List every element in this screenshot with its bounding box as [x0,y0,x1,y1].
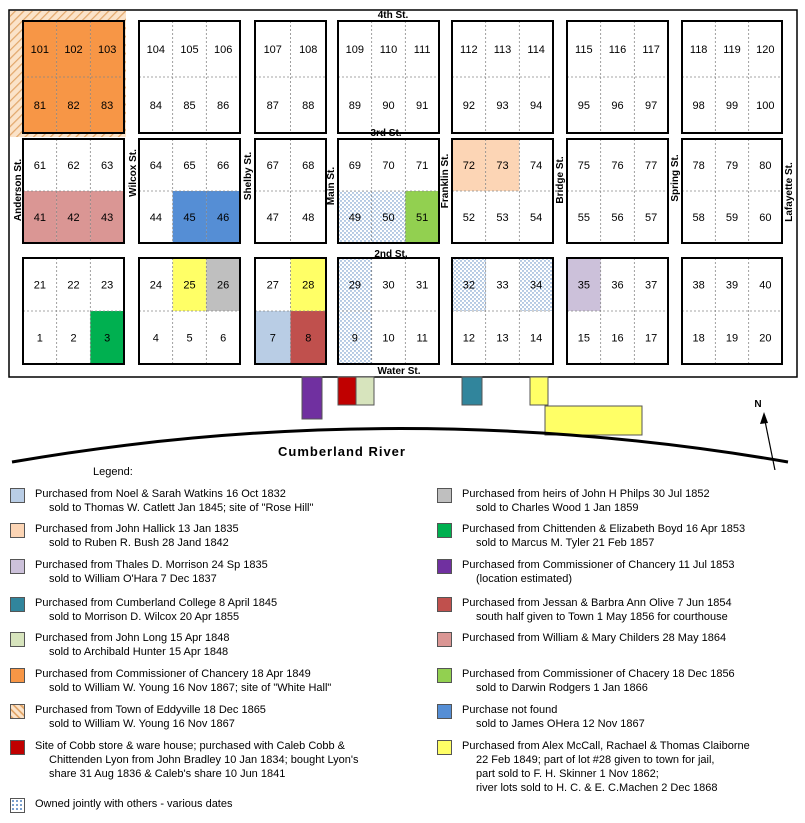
street-water: Water St. [377,366,421,377]
lot-107-label: 107 [263,44,282,56]
legend-swatch [437,559,452,574]
legend-title: Legend: [93,466,133,478]
lot-38-label: 38 [692,279,705,292]
lot-6-label: 6 [220,332,227,345]
lot-25-label: 25 [183,279,196,292]
legend-line1: Purchased from heirs of John H Philps 30 Jul 1852 [462,488,710,500]
legend-line2: sold to Ruben R. Bush 28 Jand 1842 [49,537,229,549]
lot-105-label: 105 [180,44,199,56]
lot-115-label: 115 [575,44,593,56]
lot-120-label: 120 [756,44,775,56]
lot-64-label: 64 [149,160,162,172]
legend-line2: sold to Archibald Hunter 15 Apr 1848 [49,646,229,658]
legend-line2: sold to Charles Wood 1 Jan 1859 [476,502,639,514]
lot-54-label: 54 [530,212,543,224]
lot-95-label: 95 [577,100,590,112]
lot-61-label: 61 [33,160,46,172]
lot-43-label: 43 [101,212,114,224]
lot-51-label: 51 [416,212,429,224]
lot-52-label: 52 [462,212,475,224]
lot-31-label: 31 [416,279,429,292]
lot-48-label: 48 [302,212,315,224]
legend-swatch [437,668,452,683]
lot-29-label: 29 [348,279,361,292]
lot-87-label: 87 [266,100,279,112]
legend-swatch [437,597,452,612]
legend-line1: Site of Cobb store & ware house; purchased with Caleb Cobb & [35,740,346,752]
lot-17-label: 17 [645,332,658,345]
lot-56-label: 56 [611,212,624,224]
lot-37-label: 37 [645,279,658,292]
lot-66-label: 66 [217,160,230,172]
legend-line2: sold to Marcus M. Tyler 21 Feb 1857 [476,537,655,549]
lot-28-label: 28 [302,279,315,292]
legend-line2: 22 Feb 1849; part of lot #28 given to town for jail, part sold to F. H. Skinner 1 Nov 1862; river lots sold to H. C. & E. C.Machen 2 Dec 1868 [476,754,718,794]
legend-swatch [437,523,452,538]
lot-23-label: 23 [101,279,114,292]
lot-18-label: 18 [692,332,705,345]
lot-98-label: 98 [692,100,705,112]
lot-4-label: 4 [152,332,159,345]
legend-line1: Purchased from Jessan & Barbra Ann Olive 7 Jun 1854 [462,597,732,609]
lot-86-label: 86 [217,100,230,112]
street-bridge: Bridge St. [555,156,566,204]
legend-swatch [10,523,25,538]
lot-77-label: 77 [645,160,658,172]
legend-swatch [437,704,452,719]
legend-line1: Purchased from Chittenden & Elizabeth Boyd 16 Apr 1853 [462,523,746,535]
street-lafayette: Lafayette St. [784,162,795,222]
lot-65-label: 65 [183,160,196,172]
lot-11-label: 11 [416,332,428,345]
lot-67-label: 67 [266,160,279,172]
lot-13-label: 13 [496,332,509,345]
lot-12-label: 12 [462,332,475,345]
lot-69-label: 69 [348,160,361,172]
lot-39-label: 39 [725,279,739,292]
legend-line1: Owned jointly with others - various dates [35,798,233,810]
lot-7-label: 7 [269,332,276,345]
street-anderson: Anderson St. [13,158,24,222]
legend-line1: Purchased from Cumberland College 8 April 1845 [35,597,278,609]
legend-line1: Purchased from John Hallick 13 Jan 1835 [35,523,239,535]
lot-70-label: 70 [382,160,395,172]
lot-83-label: 83 [101,100,114,112]
legend-line2: Chittenden Lyon from John Bradley 10 Jan 1834; bought Lyon's share 31 Aug 1836 & Caleb's share 10 Jun 1841 [49,754,359,780]
lot-58-label: 58 [692,212,705,224]
street-3rd: 3rd St. [370,128,402,139]
legend-swatch [10,632,25,647]
lot-47-label: 47 [266,212,279,224]
lot-9-label: 9 [351,332,358,345]
lot-57-label: 57 [645,212,658,224]
lot-35-label: 35 [577,279,590,292]
lot-44-label: 44 [149,212,162,224]
street-2nd: 2nd St. [374,249,408,260]
legend-line1: Purchased from Town of Eddyville 18 Dec 1865 [35,704,266,716]
lot-60-label: 60 [759,212,772,224]
lot-109-label: 109 [345,44,365,56]
lot-21-label: 21 [33,279,46,292]
lot-106-label: 106 [213,44,233,56]
lot-108-label: 108 [299,44,318,56]
lot-20-label: 20 [759,332,772,345]
lot-111-label: 111 [413,44,431,56]
street-shelby: Shelby St. [243,151,254,201]
legend-line1: Purchased from Commissioner of Chancery 18 Apr 1849 [35,668,311,680]
legend-line1: Purchased from William & Mary Childers 28 May 1864 [462,632,727,644]
lot-22-label: 22 [67,279,80,292]
lot-99-label: 99 [725,100,739,112]
lot-116-label: 116 [608,44,627,56]
legend-line1: Purchased from Commissioner of Chancery 11 Jul 1853 [462,559,735,571]
legend-line2: sold to William O'Hara 7 Dec 1837 [49,573,217,585]
lot-96-label: 96 [611,100,624,112]
legend-swatch [10,740,25,755]
lot-8-label: 8 [305,332,312,345]
lot-119-label: 119 [723,44,741,56]
lot-85-label: 85 [183,100,196,112]
lot-19-label: 19 [725,332,739,345]
lot-84-label: 84 [149,100,162,112]
lot-93-label: 93 [496,100,509,112]
lot-94-label: 94 [530,100,543,112]
lot-113-label: 113 [493,44,512,56]
lot-75-label: 75 [577,160,590,172]
street-franklin: Franklin St. [440,153,451,209]
lot-14-label: 14 [530,332,543,345]
legend-line1: Purchased from Alex McCall, Rachael & Thomas Claiborne [462,740,750,752]
lot-53-label: 53 [496,212,509,224]
legend-line1: Purchased from Commissioner of Chacery 18 Dec 1856 [462,668,735,680]
street-wilcox: Wilcox St. [128,149,139,197]
lot-79-label: 79 [725,160,739,172]
lot-72-label: 72 [462,160,475,172]
lot-103-label: 103 [97,44,117,56]
legend-swatch [10,597,25,612]
lot-49-label: 49 [348,212,361,224]
river-label: Cumberland River [278,444,406,459]
legend-line2: sold to James OHera 12 Nov 1867 [476,718,645,730]
lot-2-label: 2 [70,332,77,345]
lot-32-label: 32 [462,279,475,292]
lot-33-label: 33 [496,279,509,292]
lot-110-label: 110 [379,44,398,56]
street-4th: 4th St. [377,10,409,21]
lot-3-label: 3 [104,332,111,345]
lot-42-label: 42 [67,212,80,224]
legend-line2: (location estimated) [476,573,572,585]
legend-swatch [437,488,452,503]
lot-36-label: 36 [611,279,624,292]
lot-100-label: 100 [756,100,775,112]
lot-30-label: 30 [382,279,395,292]
lot-112-label: 112 [460,44,478,56]
lot-27-label: 27 [266,279,279,292]
lot-16-label: 16 [611,332,624,345]
lot-80-label: 80 [759,160,772,172]
lot-73-label: 73 [496,160,509,172]
lot-15-label: 15 [577,332,590,345]
lot-40-label: 40 [759,279,772,292]
lot-10-label: 10 [382,332,395,345]
lot-114-label: 114 [527,44,545,56]
legend-swatch [10,668,25,683]
lot-34-label: 34 [530,279,543,292]
lot-45-label: 45 [183,212,196,224]
legend-line2: sold to Thomas W. Catlett Jan 1845; site of "Rose Hill" [49,502,314,514]
lot-92-label: 92 [462,100,475,112]
lot-41-label: 41 [33,212,46,224]
lot-102-label: 102 [64,44,83,56]
lot-55-label: 55 [577,212,590,224]
lot-68-label: 68 [302,160,315,172]
lot-50-label: 50 [382,212,395,224]
lot-117-label: 117 [642,44,660,56]
lot-82-label: 82 [67,100,80,112]
lot-89-label: 89 [348,100,361,112]
legend-line2: sold to William W. Young 16 Nov 1867 [49,718,235,730]
legend-swatch [10,798,25,813]
legend-line1: Purchased from Noel & Sarah Watkins 16 Oct 1832 [35,488,286,500]
lot-62-label: 62 [67,160,80,172]
lot-63-label: 63 [101,160,114,172]
lot-5-label: 5 [186,332,193,345]
lot-97-label: 97 [645,100,658,112]
lot-46-label: 46 [217,212,230,224]
north-label: N [754,399,762,410]
legend-line1: Purchased from John Long 15 Apr 1848 [35,632,230,644]
legend-line2: sold to Morrison D. Wilcox 20 Apr 1855 [49,611,240,623]
lot-90-label: 90 [382,100,395,112]
lot-118-label: 118 [689,44,708,56]
legend-swatch [10,704,25,719]
street-spring: Spring St. [670,154,681,202]
lot-78-label: 78 [692,160,705,172]
street-main: Main St. [326,166,337,206]
lot-26-label: 26 [217,279,230,292]
legend-line1: Purchase not found [462,704,558,716]
lot-76-label: 76 [611,160,624,172]
lot-81-label: 81 [33,100,46,112]
lot-59-label: 59 [725,212,739,224]
lot-104-label: 104 [146,44,166,56]
lot-74-label: 74 [530,160,543,172]
lot-1-label: 1 [36,332,43,345]
lot-88-label: 88 [302,100,315,112]
lot-24-label: 24 [149,279,162,292]
lot-101-label: 101 [30,44,50,56]
legend-swatch [437,632,452,647]
lot-71-label: 71 [416,160,429,172]
legend-line2: sold to Darwin Rodgers 1 Jan 1866 [476,682,648,694]
legend-swatch [10,559,25,574]
legend-swatch [10,488,25,503]
legend-line2: sold to William W. Young 16 Nov 1867; site of "White Hall" [49,682,332,694]
legend-swatch [437,740,452,755]
legend-line2: south half given to Town 1 May 1856 for courthouse [476,611,728,623]
legend-line1: Purchased from Thales D. Morrison 24 Sp 1835 [35,559,268,571]
lot-91-label: 91 [416,100,429,112]
